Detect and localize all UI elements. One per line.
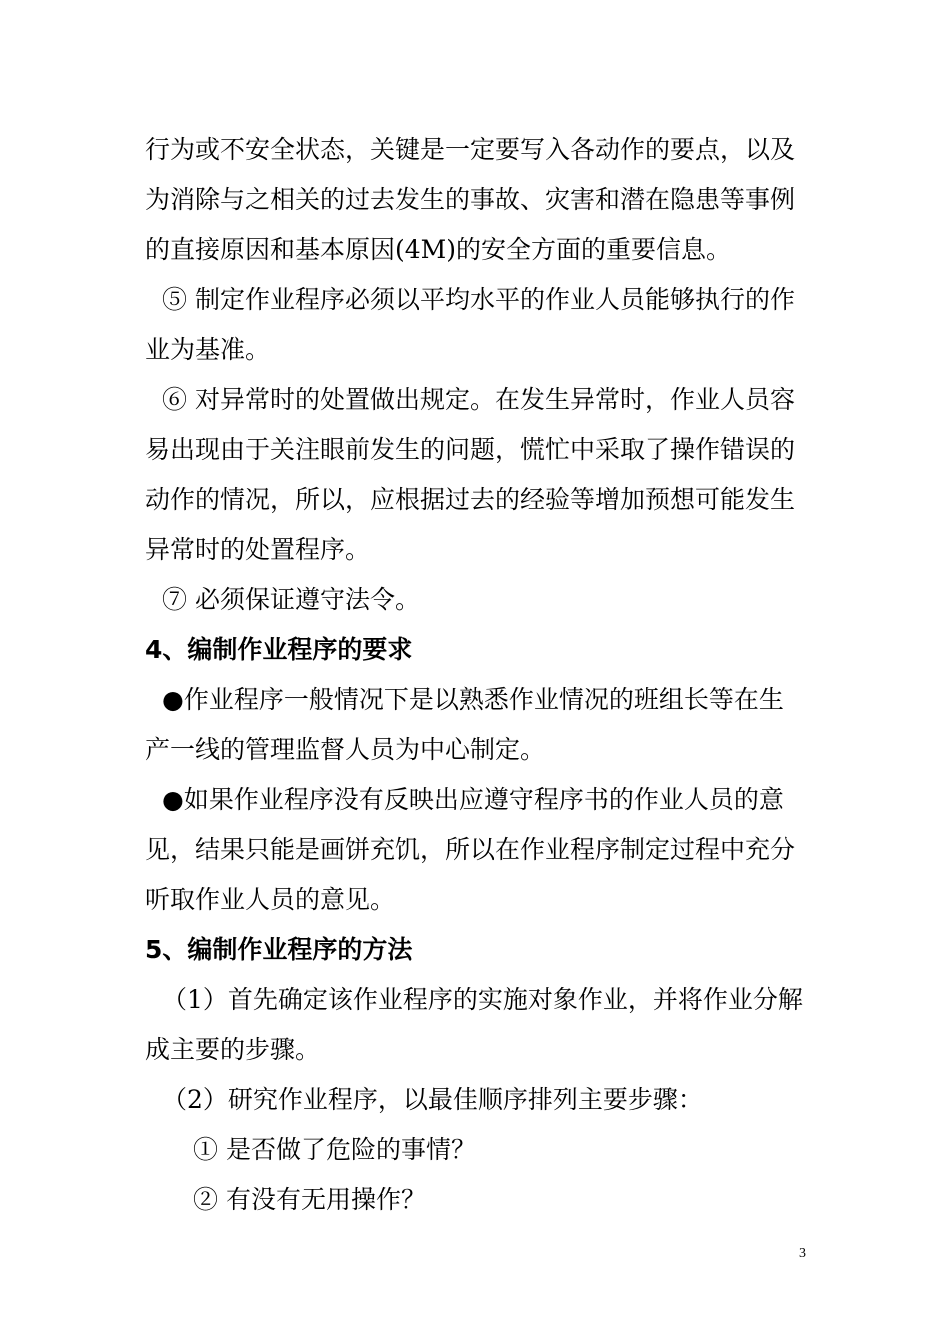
bullet-1-line: 产一线的管理监督人员为中心制定。 <box>145 735 546 764</box>
step-1-line: 成主要的步骤。 <box>145 1035 321 1064</box>
list-item-6-line: 动作的情况，所以，应根据过去的经验等增加预想可能发生 <box>145 485 796 514</box>
body-text-line: 为消除与之相关的过去发生的事故、灾害和潜在隐患等事例 <box>145 185 796 214</box>
bullet-2-line: 见，结果只能是画饼充饥，所以在作业程序制定过程中充分 <box>145 835 796 864</box>
step-2-line: （2）研究作业程序，以最佳顺序排列主要步骤： <box>162 1085 703 1114</box>
step-1-line: （1）首先确定该作业程序的实施对象作业，并将作业分解 <box>162 985 803 1014</box>
list-item-5-line: 业为基准。 <box>145 335 271 364</box>
page-number: 3 <box>799 1246 806 1261</box>
bullet-1-line: ●作业程序一般情况下是以熟悉作业情况的班组长等在生 <box>162 685 784 714</box>
body-text-line: 的直接原因和基本原因(4M)的安全方面的重要信息。 <box>145 235 732 264</box>
bullet-2-line: ●如果作业程序没有反映出应遵守程序书的作业人员的意 <box>162 785 784 814</box>
body-text-line: 行为或不安全状态，关键是一定要写入各动作的要点，以及 <box>145 135 796 164</box>
question-1: ① 是否做了危险的事情？ <box>193 1135 476 1164</box>
bullet-2-line: 听取作业人员的意见。 <box>145 885 396 914</box>
question-2: ② 有没有无用操作？ <box>193 1185 426 1214</box>
section-4-heading: 4、编制作业程序的要求 <box>145 635 413 664</box>
list-item-6-line: 易出现由于关注眼前发生的问题，慌忙中采取了操作错误的 <box>145 435 796 464</box>
section-5-heading: 5、编制作业程序的方法 <box>145 935 413 964</box>
list-item-6-line: 异常时的处置程序。 <box>145 535 371 564</box>
list-item-7-line: ⑦ 必须保证遵守法令。 <box>162 585 420 614</box>
list-item-6-line: ⑥ 对异常时的处置做出规定。在发生异常时，作业人员容 <box>162 385 795 414</box>
list-item-5-line: ⑤ 制定作业程序必须以平均水平的作业人员能够执行的作 <box>162 285 795 314</box>
